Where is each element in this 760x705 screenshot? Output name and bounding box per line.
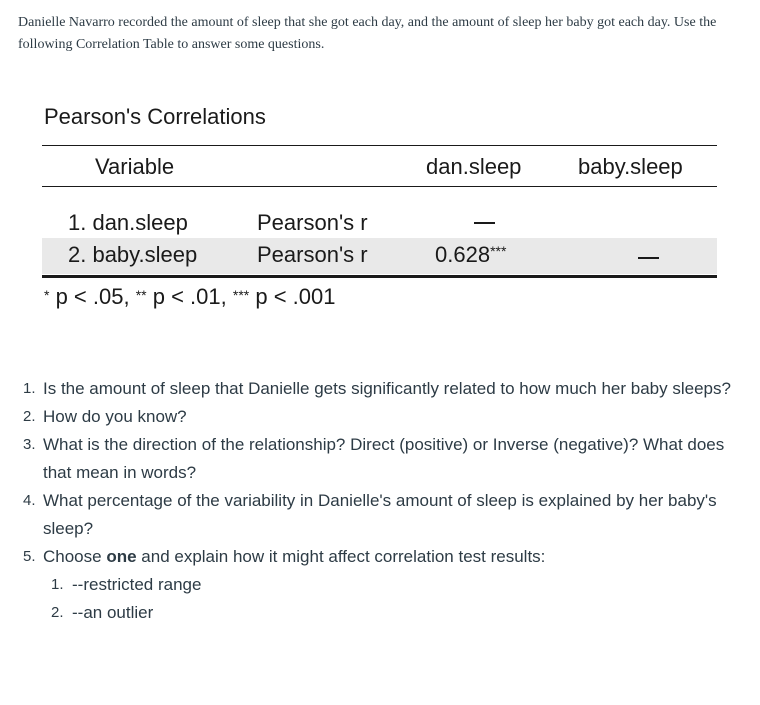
question-3 — [23, 431, 743, 487]
table-title: Pearson's Correlations — [44, 104, 266, 129]
question-text-post: and explain how it might affect correlation test results: — [136, 547, 546, 566]
row1-stat: Pearson's r — [257, 210, 368, 235]
question-text: What percentage of the variability in Danielle's amount of sleep is explained by her baby's sleep? — [43, 491, 717, 538]
sub-option-text: --restricted range — [72, 575, 202, 594]
sub-option-outlier — [43, 599, 743, 627]
header-baby-sleep: baby.sleep — [578, 154, 683, 179]
question-number: 2. — [23, 408, 36, 425]
question-number: 4. — [23, 492, 36, 509]
question-text: What is the direction of the relationship? Direct (positive) or Inverse (negative)? What does that mean in words? — [43, 435, 725, 482]
question-text-pre: Choose — [43, 547, 107, 566]
question-5 — [23, 543, 743, 627]
question-4 — [23, 487, 743, 543]
header-dan-sleep: dan.sleep — [426, 154, 522, 179]
question-2 — [23, 403, 743, 431]
row1-dan-sleep-dash — [474, 222, 495, 224]
table-header-rule — [42, 186, 717, 187]
fn-text-1: p < .05, — [55, 284, 130, 309]
row2-label: 2. baby.sleep — [68, 242, 198, 267]
header-variable: Variable — [95, 154, 175, 179]
fn-star-3: *** — [232, 287, 250, 303]
significance-footnote — [44, 282, 336, 312]
sub-option-number: 1. — [51, 576, 64, 593]
row2-correlation-value — [435, 241, 506, 269]
table-top-rule — [42, 145, 717, 146]
sub-option-number: 2. — [51, 604, 64, 621]
correlation-value: 0.628 — [435, 242, 491, 267]
question-number: 3. — [23, 436, 36, 453]
sub-option-list — [43, 571, 743, 627]
fn-star-2: ** — [135, 287, 147, 303]
question-text: Is the amount of sleep that Danielle gets significantly related to how much her baby sleeps? — [43, 379, 731, 398]
fn-text-3: p < .001 — [255, 284, 336, 309]
question-number: 1. — [23, 380, 36, 397]
fn-text-2: p < .01, — [152, 284, 227, 309]
row1-label: 1. dan.sleep — [68, 210, 188, 235]
table-bottom-rule — [42, 275, 717, 278]
question-text-bold: one — [106, 547, 137, 566]
question-1 — [23, 375, 743, 403]
row2-stat: Pearson's r — [257, 242, 368, 267]
sub-option-text: --an outlier — [72, 603, 154, 622]
row2-baby-sleep-dash — [638, 257, 659, 259]
question-text: How do you know? — [43, 407, 187, 426]
question-number: 5. — [23, 548, 36, 565]
fn-star-1: * — [44, 287, 50, 303]
sub-option-restricted-range — [43, 571, 743, 599]
question-list — [23, 375, 743, 627]
significance-stars: *** — [490, 243, 507, 259]
intro-text: Danielle Navarro recorded the amount of sleep that she got each day, and the amount of sleep her baby got each day. Use the following Correlation Table to answer some questions. — [18, 15, 717, 52]
